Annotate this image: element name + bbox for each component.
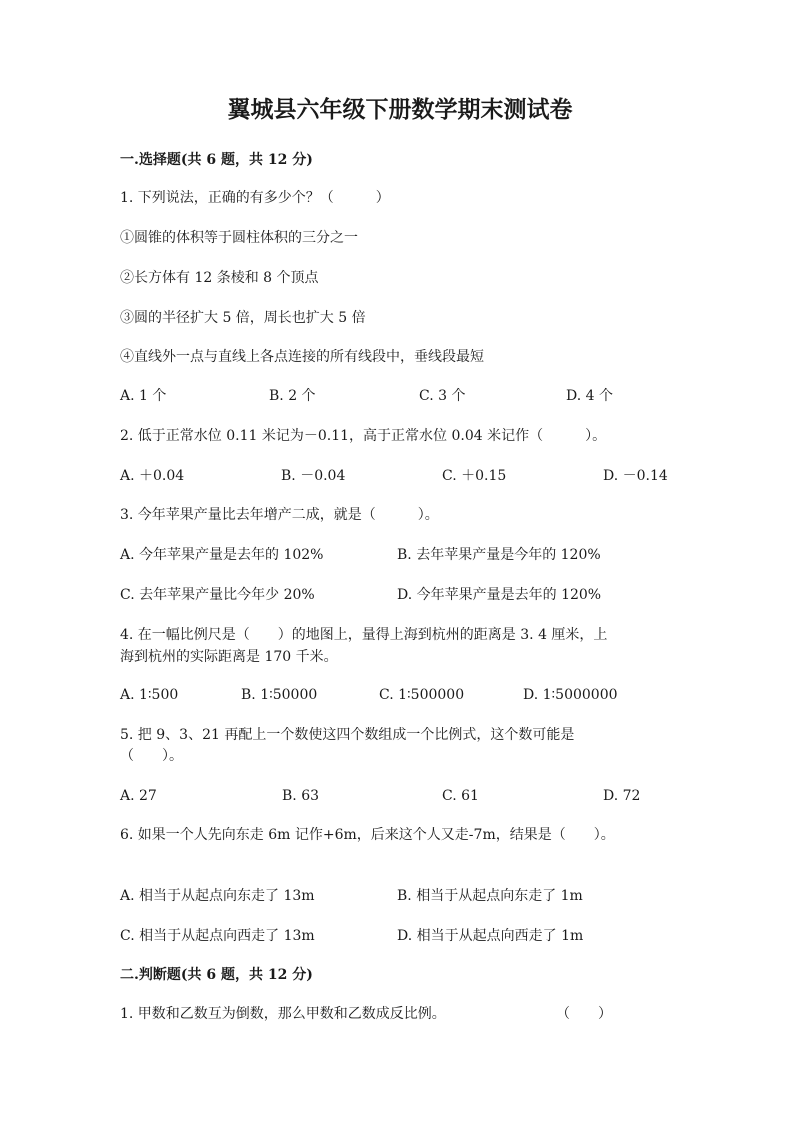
question-2-stem: 2. 低于正常水位 0.11 米记为－0.11，高于正常水位 0.04 米记作（ ）。	[120, 428, 607, 444]
question-5-option-c: C. 61	[442, 788, 479, 804]
question-1-statement-3: ③圆的半径扩大 5 倍，周长也扩大 5 倍	[120, 310, 366, 326]
question-1-option-a: A. 1 个	[120, 388, 167, 404]
question-1-statement-2: ②长方体有 12 条棱和 8 个顶点	[120, 270, 319, 286]
question-5-stem-line-2: （ ）。	[120, 748, 183, 764]
question-6-option-c: C. 相当于从起点向西走了 13m	[120, 928, 315, 944]
question-6-stem: 6. 如果一个人先向东走 6m 记作+6m，后来这个人又走-7m，结果是（ ）。	[120, 827, 615, 843]
question-5-option-a: A. 27	[120, 788, 157, 804]
section-heading-multiple-choice: 一.选择题(共 6 题，共 12 分)	[120, 152, 313, 168]
question-4-stem-line-1: 4. 在一幅比例尺是（ ）的地图上，量得上海到杭州的距离是 3. 4 厘米，上	[120, 627, 608, 643]
question-1-option-b: B. 2 个	[269, 388, 316, 404]
page-title: 翼城县六年级下册数学期末测试卷	[227, 96, 573, 123]
question-2-option-c: C. ＋0.15	[442, 468, 507, 484]
question-1-statement-4: ④直线外一点与直线上各点连接的所有线段中，垂线段最短	[120, 349, 484, 365]
question-3-option-c: C. 去年苹果产量比今年少 20%	[120, 587, 315, 603]
question-6-option-b: B. 相当于从起点向东走了 1m	[397, 888, 583, 904]
question-6-option-a: A. 相当于从起点向东走了 13m	[120, 888, 315, 904]
question-3-option-b: B. 去年苹果产量是今年的 120%	[397, 547, 601, 563]
question-2-option-b: B. －0.04	[281, 468, 346, 484]
question-6-option-d: D. 相当于从起点向西走了 1m	[397, 928, 584, 944]
question-2-option-d: D. －0.14	[603, 468, 668, 484]
question-3-option-a: A. 今年苹果产量是去年的 102%	[120, 547, 324, 563]
question-1-option-d: D. 4 个	[566, 388, 613, 404]
question-4-option-d: D. 1∶5000000	[523, 687, 618, 703]
question-5-option-b: B. 63	[282, 788, 320, 804]
question-1-option-c: C. 3 个	[419, 388, 466, 404]
question-1-stem: 1. 下列说法，正确的有多少个？（ ）	[120, 190, 390, 206]
question-4-option-c: C. 1∶500000	[379, 687, 465, 703]
question-3-stem: 3. 今年苹果产量比去年增产二成，就是（ ）。	[120, 507, 439, 523]
question-5-stem-line-1: 5. 把 9、3、21 再配上一个数使这四个数组成一个比例式，这个数可能是	[120, 727, 575, 743]
judgment-question-1-stem: 1. 甲数和乙数互为倒数，那么甲数和乙数成反比例。	[120, 1006, 446, 1022]
judgment-question-1-answer-blank: （ ）	[556, 1006, 612, 1022]
question-5-option-d: D. 72	[603, 788, 641, 804]
question-1-statement-1: ①圆锥的体积等于圆柱体积的三分之一	[120, 230, 358, 246]
question-2-option-a: A. ＋0.04	[120, 468, 185, 484]
question-4-option-a: A. 1∶500	[120, 687, 179, 703]
question-4-option-b: B. 1∶50000	[241, 687, 318, 703]
section-heading-true-false: 二.判断题(共 6 题，共 12 分)	[120, 967, 313, 983]
question-3-option-d: D. 今年苹果产量是去年的 120%	[397, 587, 602, 603]
question-4-stem-line-2: 海到杭州的实际距离是 170 千米。	[120, 649, 338, 665]
